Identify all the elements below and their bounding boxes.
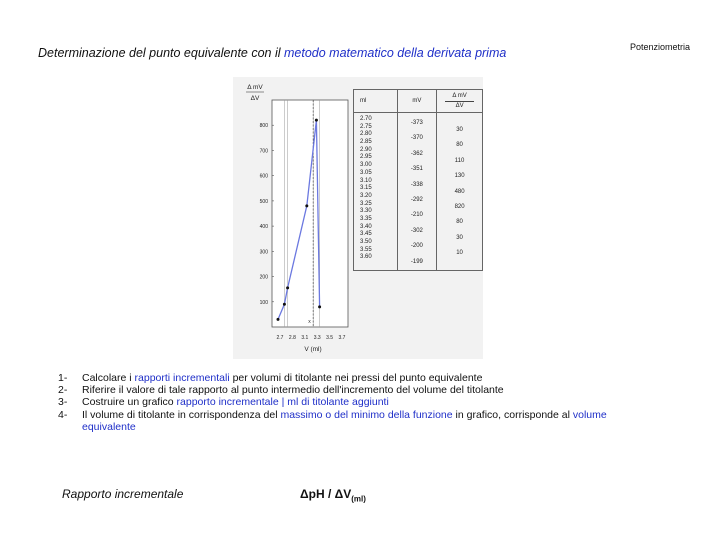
ml-cell: 3.30 bbox=[360, 208, 372, 215]
figure-panel bbox=[233, 77, 483, 359]
ml-cell: 3.25 bbox=[360, 200, 372, 207]
mv-cell: -338 bbox=[410, 181, 423, 188]
y-tick-label: 300 bbox=[259, 249, 268, 256]
step-number: 4- bbox=[58, 408, 68, 421]
data-point bbox=[315, 119, 318, 122]
ratio-values bbox=[437, 113, 482, 262]
y-tick-label: 800 bbox=[259, 123, 268, 130]
step-text: Calcolare i bbox=[82, 372, 135, 384]
y-tick-label: 700 bbox=[259, 148, 268, 155]
x-tick-label: 3.3 bbox=[313, 335, 321, 341]
ml-cell: 3.35 bbox=[360, 215, 372, 222]
ml-cell: 3.50 bbox=[360, 239, 372, 245]
table-header-row bbox=[354, 90, 483, 113]
data-point bbox=[286, 286, 289, 289]
step-highlight: rapporto incrementale | ml di titolante aggiunti bbox=[176, 396, 389, 409]
header-ml: ml bbox=[354, 90, 398, 113]
mv-cell: -362 bbox=[410, 150, 423, 157]
header-mv: mV bbox=[397, 90, 437, 113]
mv-cell: -199 bbox=[410, 258, 423, 265]
header-ratio-numerator: Δ mV bbox=[452, 93, 467, 99]
step-text: Costruire un grafico bbox=[82, 396, 177, 409]
mv-cell: -373 bbox=[410, 120, 423, 126]
mv-cell: -210 bbox=[410, 212, 423, 219]
ratio-cell: 130 bbox=[454, 173, 465, 180]
ml-cell: 3.60 bbox=[360, 254, 372, 261]
table-body-row bbox=[354, 113, 483, 271]
step-number: 1- bbox=[58, 372, 68, 384]
ratio-cell: 80 bbox=[456, 219, 463, 226]
step-highlight: massimo o del minimo della funzione bbox=[280, 408, 453, 421]
formula-main: ΔpH / ΔV bbox=[300, 487, 352, 501]
mv-column bbox=[397, 113, 437, 271]
x-tick-label: 3.5 bbox=[326, 335, 334, 341]
ml-cell: 3.05 bbox=[360, 169, 372, 176]
list-item bbox=[58, 396, 607, 408]
y-tick-label: 400 bbox=[259, 224, 268, 231]
ml-cell: 3.10 bbox=[360, 177, 372, 184]
header-ratio bbox=[437, 90, 483, 113]
x-axis-ticks bbox=[277, 335, 346, 341]
mv-cell: -370 bbox=[410, 135, 423, 142]
footer-label: Rapporto incrementale bbox=[62, 487, 184, 501]
ml-cell: 2.70 bbox=[360, 116, 372, 122]
title-highlight: metodo matematico della derivata prima bbox=[284, 46, 507, 60]
list-item bbox=[58, 384, 607, 396]
ratio-cell: 10 bbox=[456, 250, 463, 257]
ratio-cell: 80 bbox=[456, 142, 463, 149]
ml-cell: 3.20 bbox=[360, 192, 372, 199]
mv-cell: -200 bbox=[410, 243, 423, 250]
data-table bbox=[353, 89, 483, 271]
page-title bbox=[38, 46, 506, 60]
ml-cell: 2.90 bbox=[360, 146, 372, 153]
ratio-column bbox=[437, 113, 483, 271]
step-number: 2- bbox=[58, 384, 68, 397]
instruction-list bbox=[58, 372, 607, 433]
step-text: Riferire il valore di tale rapporto al punto intermedio dell'incremento del volume del titolante bbox=[82, 384, 504, 397]
x-tick-label: 3.1 bbox=[301, 335, 309, 341]
step-number: 3- bbox=[58, 396, 68, 409]
step-highlight: rapporti incrementali bbox=[134, 372, 230, 384]
data-point bbox=[283, 303, 286, 306]
ylabel-denominator: ΔV bbox=[250, 95, 260, 102]
list-item bbox=[58, 409, 607, 433]
ratio-cell: 30 bbox=[456, 127, 463, 133]
y-tick-label: 500 bbox=[259, 198, 268, 205]
ratio-cell: 30 bbox=[456, 234, 463, 241]
y-tick-label: 200 bbox=[259, 274, 268, 281]
list-item bbox=[58, 372, 607, 384]
step-text: Il volume di titolante in corrispondenza del bbox=[82, 408, 281, 421]
ml-cell: 3.55 bbox=[360, 246, 372, 253]
ratio-cell: 820 bbox=[454, 203, 465, 210]
ml-cell: 3.15 bbox=[360, 185, 372, 192]
step-text: in grafico, corrisponde al bbox=[452, 408, 573, 421]
topic-label: Potenziometria bbox=[629, 42, 690, 52]
x-tick-label: 3.7 bbox=[338, 335, 346, 341]
data-point bbox=[318, 305, 321, 308]
derivative-chart bbox=[233, 77, 353, 359]
step-highlight: volume bbox=[572, 408, 607, 421]
mv-cell: -292 bbox=[410, 196, 423, 203]
ml-cell: 2.95 bbox=[360, 154, 372, 161]
ml-column bbox=[354, 113, 398, 271]
y-tick-label: 100 bbox=[259, 299, 268, 306]
x-tick-label: 2.7 bbox=[276, 335, 284, 341]
mv-cell: -302 bbox=[410, 227, 423, 234]
ml-cell: 3.45 bbox=[360, 231, 372, 238]
equivalence-marker-label: x bbox=[308, 319, 311, 325]
plot-frame bbox=[272, 100, 348, 327]
data-point bbox=[277, 318, 280, 321]
ml-values bbox=[360, 113, 397, 264]
data-point bbox=[305, 204, 308, 207]
formula-subscript: (ml) bbox=[351, 494, 366, 504]
ylabel-numerator: Δ mV bbox=[247, 84, 263, 91]
footer-formula bbox=[300, 487, 366, 503]
header-ratio-denominator: ΔV bbox=[445, 101, 474, 110]
y-tick-label: 600 bbox=[259, 173, 268, 180]
ml-cell: 2.75 bbox=[360, 123, 372, 130]
mv-cell: -351 bbox=[410, 166, 423, 173]
mv-values bbox=[398, 113, 437, 270]
x-tick-label: 2.8 bbox=[288, 335, 296, 341]
ratio-cell: 480 bbox=[454, 188, 465, 195]
title-prefix: Determinazione del punto equivalente con il bbox=[38, 46, 284, 60]
step-text: per volumi di titolante nei pressi del punto equivalente bbox=[229, 372, 483, 384]
ml-cell: 3.00 bbox=[360, 162, 372, 169]
ratio-cell: 110 bbox=[454, 157, 465, 164]
ml-cell: 2.85 bbox=[360, 139, 372, 146]
x-axis-label: V (ml) bbox=[304, 346, 322, 353]
step-highlight: equivalente bbox=[82, 420, 136, 433]
ml-cell: 2.80 bbox=[360, 131, 372, 138]
ml-cell: 3.40 bbox=[360, 223, 372, 230]
